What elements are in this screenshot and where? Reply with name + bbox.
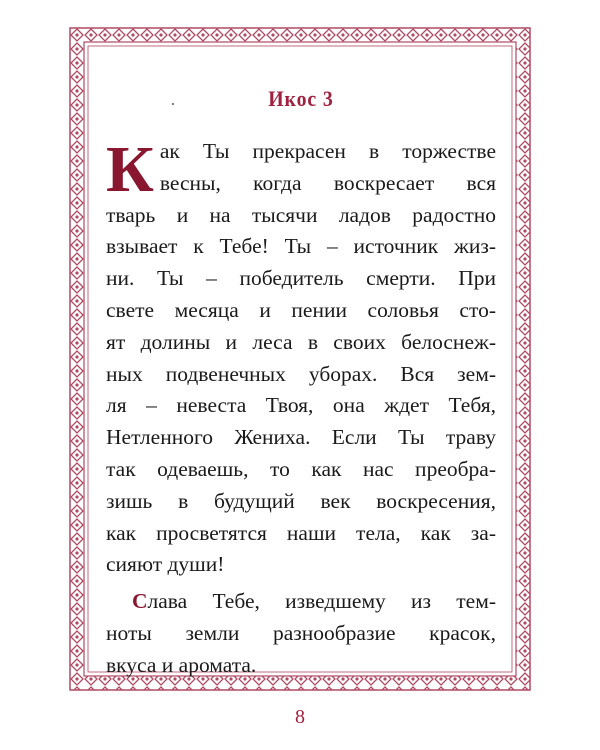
text-line: сияют души! bbox=[106, 552, 225, 577]
text-line: зишь в будущий век воскресения, bbox=[106, 488, 496, 513]
text-line: весны, когда воскресает вся bbox=[159, 170, 496, 195]
text-line-rest: лава Тебе, изведшему из тем- bbox=[147, 589, 496, 614]
text-line: тварь и на тысячи ладов радостно bbox=[106, 202, 496, 227]
text-line: свете месяца и пении соловья сто- bbox=[106, 297, 496, 322]
text-line: ни. Ты – победитель смерти. При bbox=[106, 266, 496, 291]
text-line: вкуса и аромата. bbox=[106, 652, 257, 677]
text-block bbox=[106, 74, 496, 682]
text-line: так одеваешь, то как нас преобра- bbox=[106, 456, 496, 481]
drop-cap-letter: К bbox=[106, 133, 154, 206]
text-line: как просветятся наши тела, как за- bbox=[106, 520, 496, 545]
text-line: Нетленного Жениха. Если Ты траву bbox=[106, 425, 496, 450]
paragraph-main bbox=[106, 133, 496, 581]
text-line: ак Ты прекрасен в торжестве bbox=[159, 139, 496, 163]
text-line bbox=[106, 586, 496, 618]
initial-letter: С bbox=[132, 589, 148, 614]
ikos-title: Икос 3 bbox=[268, 86, 334, 111]
text-line: ных подвенечных уборах. Вся зем- bbox=[106, 361, 496, 386]
paragraph-glory bbox=[106, 586, 496, 681]
text-line: ля – невеста Твоя, она ждет Тебя, bbox=[106, 393, 496, 418]
text-line: взывает к Тебе! Ты – источник жиз- bbox=[106, 234, 496, 259]
page-number: 8 bbox=[295, 706, 305, 728]
text-line: ноты земли разнообразие красок, bbox=[106, 620, 496, 645]
text-line: ят долины и леса в своих белоснеж- bbox=[106, 329, 496, 354]
